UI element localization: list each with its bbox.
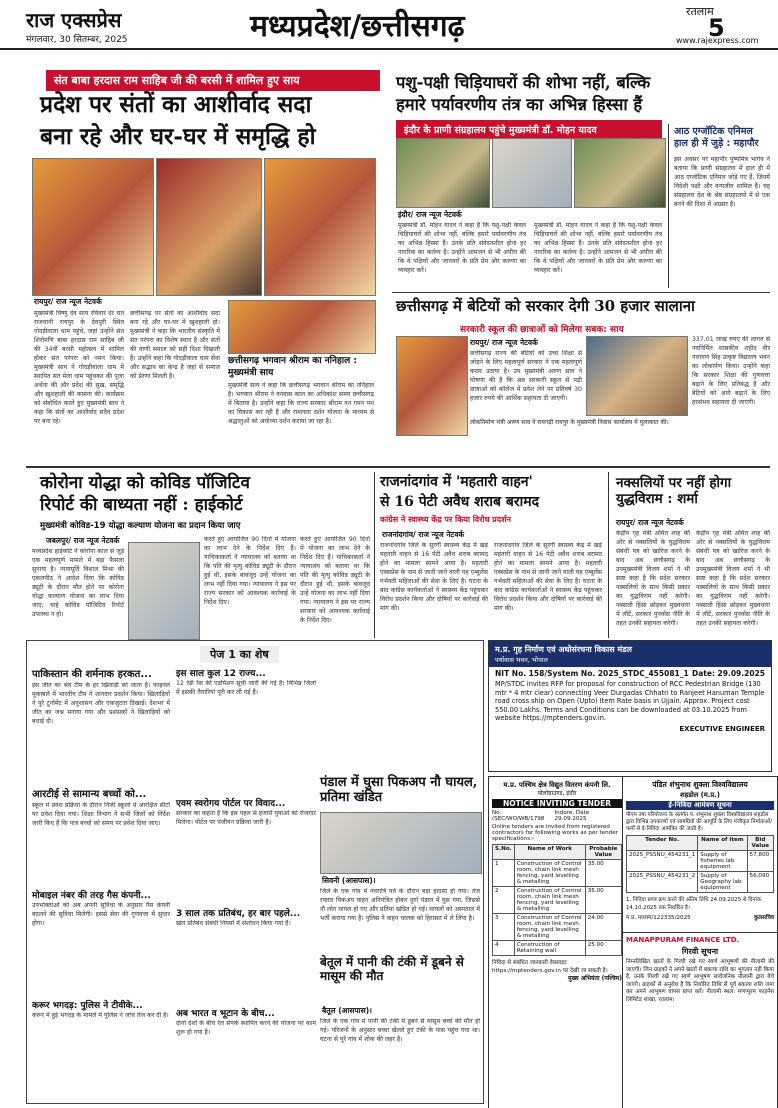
table-cell: 3 <box>493 914 515 941</box>
section-title: मध्यप्रदेश/छत्तीसगढ़ <box>250 9 465 44</box>
daughters-side-body: 337.01 लाख रुपए की लागत से नवनिर्मित शासकीय शहीद वीर नारायण सिंह उत्कृष्ट विद्यालय भवन का लोकार्पण किया। उन्होंने कहा कि सरकार शिक्षा की गुणवत्ता बढ़ाने के लिए प्रतिबद्ध है और बेटियों को आगे बढ़ाने के लिए हरसंभव सहायता दी जाएगी। <box>692 336 770 406</box>
lead-subheadline: छत्तीसगढ़ भगवान श्रीराम का ननिहाल : मुख्यमंत्री साय <box>228 356 357 378</box>
housing-board-tender-ad <box>488 640 772 772</box>
lead-byline: रायपुर/ राज न्यूज नेटवर्क <box>34 297 102 306</box>
naxal-body-col1: केंद्रीय गृह मंत्री अमित शाह की ओर से नक्सलियों के युद्धविराम संबंधी पत्र को खारिज करने के बाद अब छत्तीसगढ़ के उपमुख्यमंत्री विजय शर्मा ने भी स्पष्ट कहा है कि प्रदेश सरकार नक्सलियों के साथ किसी प्रकार का युद्धविराम नहीं करेगी। नक्सली हिंसा छोड़कर मुख्यधारा में लौटें, सरकार पुनर्वास नीति के तहत उनकी सहायता करेगी। <box>616 530 690 627</box>
story-rte-title: आरटीई से सामान्य बच्चों को... <box>32 789 147 800</box>
table-row <box>493 914 622 941</box>
mahtari-strap: कांग्रेस ने स्वास्थ्य केंद्र पर किया विरोध प्रदर्शन <box>380 515 511 524</box>
table-cell: 2025_PSSNU_454231_2 <box>627 872 698 893</box>
lead-inset-photo <box>228 300 376 354</box>
story-bhutan-body: दोनों देशों के बीच रेल संपर्क स्थापित करने की योजना पर काम शुरू हो गया है। <box>176 1020 316 1036</box>
corona-court-photo <box>128 542 200 640</box>
table-header: Tender No. <box>627 836 698 851</box>
corona-body-col3: करते हुए आयोजित 90 दिनों में योजना का लाभ देने के निर्देश दिए हैं। याचिकाकर्ता ने न्यायालय को बताया था कि पति की मृत्यु कोविड ड्यूटी के दौरान हुई थी, इसके बावजूद उन्हें योजना का लाभ नहीं दिया गया। न्यायालय ने इस पर राज्य सरकार को आवश्यक कार्रवाई के निर्देश दिए। <box>300 536 370 624</box>
story-portal-body: सरकार का कहना है कि इस पहल से हजारों युवाओं को रोजगार मिलेगा। पोर्टल पर पंजीयन प्रक्रिया जारी है। <box>176 810 316 826</box>
electricity-address: पोलोग्राउण्ड, इंदौर <box>537 790 577 797</box>
zoo-photo-1 <box>396 138 490 208</box>
corona-body-col2: करते हुए आयोजित 90 दिनों में योजना का लाभ देने के निर्देश दिए हैं। याचिकाकर्ता ने न्यायालय को बताया था कि पति की मृत्यु कोविड ड्यूटी के दौरान हुई थी, इसके बावजूद उन्हें योजना का लाभ नहीं दिया गया। न्यायालय ने इस पर राज्य सरकार को आवश्यक कार्रवाई के निर्देश दिए। <box>204 536 296 606</box>
daughters-photo-caption: लोकनिर्माण मंत्री अरुण साव ने रायगढ़ी रायपुर के मुख्यमंत्री निवास कार्यालय में मुलाकात की। <box>470 419 669 426</box>
daughters-photo-right <box>586 336 688 416</box>
corona-byline: जबलपुर/ राज न्यूज नेटवर्क <box>46 536 120 545</box>
lead-headline-line1: प्रदेश पर संतों का आशीर्वाद सदा <box>40 91 312 118</box>
pickup-headline: पंडाल में घुसा पिकअप नौ घायल, प्रतिमा खंडित <box>320 775 478 805</box>
table-cell: 35.00 <box>585 887 621 914</box>
table-cell: 1 <box>493 860 515 887</box>
tank-byline: बैतूल (आसपास)। <box>322 1006 372 1015</box>
edition-city: रतलाम <box>686 5 714 18</box>
story-ban-title: 3 साल तक प्रतिबंध, हर बार पहले... <box>176 909 301 919</box>
table-row <box>627 851 774 872</box>
university-tender-table <box>626 835 774 893</box>
story-karur-title: करूर भगदड़: पुलिस ने टीवीके... <box>32 1001 143 1011</box>
zoo-byline: इंदौर/ राज न्यूज नेटवर्क <box>398 210 462 219</box>
table-cell: 24.00 <box>585 914 621 941</box>
mahtari-headline-line2: से 16 पेटी अवैध शराब बरामद <box>380 494 540 510</box>
table-header: Bid Value <box>747 836 773 851</box>
electricity-nit-number: No. (SEC/WO/WB/1798 <box>492 810 545 822</box>
naxal-left-rule <box>608 472 609 638</box>
university-tender-ad <box>622 776 778 934</box>
lead-body-col2: छत्तीसगढ़ पर संतों का आशीर्वाद सदा बना रहे और घर-घर में खुशहाली हो। मुख्यमंत्री ने कहा कि भारतीय संस्कृति में संत परंपरा का विशेष स्थान है और संतों की वाणी समाज को सही दिशा दिखाती है। उन्होंने कहा कि गोदड़ीवाला धाम सेवा और सद्भाव का केन्द्र है जहां से समाज को प्रेरणा मिलती है। <box>130 310 220 380</box>
university-city: शहडोल (म.प्र.) <box>680 791 720 799</box>
daughters-headline: छत्तीसगढ़ में बेटियों को सरकार देगी 30 हजार सालाना <box>396 297 695 315</box>
story-states-body: 12 रेडी रेस की एडमिशन सूची जारी की गई है। विभिन्न जिलों में इसकी तैयारियां पूरी कर ली गई हैं। <box>176 680 316 696</box>
table-cell: 56,090 <box>747 872 773 893</box>
electricity-tender-ad <box>488 776 626 1108</box>
electricity-org: म.प्र. पश्चिम क्षेत्र विद्युत वितरण कंपनी लि. <box>503 781 611 789</box>
mahtari-left-rule <box>374 472 375 638</box>
corona-body-col1: मध्यप्रदेश हाईकोर्ट ने कोरोना काल से जुड़े एक महत्वपूर्ण मामले में बड़ा फैसला सुनाया है। न्यायमूर्ति विशाल मिश्रा की एकलपीठ ने आदेश दिया कि कोविड ड्यूटी के दौरान मौत होने पर कोरोना योद्धा कल्याण योजना का लाभ दिया जाए, चाहे कोविड पॉजिटिव रिपोर्ट उपलब्ध न हो। <box>32 548 124 618</box>
story-ban-body: खेल प्रतिबंध संबंधी नियमों में संशोधन किया गया है। <box>176 920 291 927</box>
corona-strap: मुख्यमंत्री कोविड-19 योद्धा कल्याण योजना का प्रदान किया जाए <box>40 521 241 531</box>
story-states-title: इस साल कुल 12 राज्य... <box>176 669 266 679</box>
table-cell: 2 <box>493 887 515 914</box>
table-cell: 57,800 <box>747 851 773 872</box>
electricity-ref-row <box>492 810 622 822</box>
zoo-side-title: आठ एग्जॉटिक एनिमल हाल ही में जुड़े : महापौर <box>674 126 759 149</box>
table-row <box>493 860 622 887</box>
lead-photo-left <box>32 158 154 296</box>
story-pakistan-body: इस जीत का श्रेय टीम के हर खिलाड़ी को जाता है। फाइनल मुकाबले में भारतीय टीम ने शानदार प्रदर्शन किया। खिलाड़ियों ने पूरे टूर्नामेंट में अनुशासन और एकजुटता दिखाई। देशभर में जीत का जश्न मनाया गया और प्रशंसकों ने खिलाड़ियों को बधाई दी। <box>32 682 170 725</box>
housing-board-subtitle: पर्यावास भवन, भोपाल <box>495 656 548 664</box>
story-karur-body: करूर में हुई भगदड़ के मामले में पुलिस ने जांच तेज कर दी है। <box>32 1012 169 1019</box>
tank-body: जिले के एक गांव में पानी की टंकी में डूबने से मासूम बच्चे की मौत हो गई। परिजनों के अनुसार बच्चा खेलते हुए टंकी के पास पहुंच गया था। घटना से पूरे गांव में शोक की लहर है। <box>320 1018 480 1043</box>
table-cell: Construction of Control room, chain link mesh fencing, yard levelling & metalling <box>514 914 585 941</box>
housing-board-nit-number: NIT No. 158/System No. 2025_STDC_455081_1 <box>495 669 689 678</box>
table-header-row <box>493 845 622 860</box>
table-row <box>627 872 774 893</box>
website-link[interactable]: www.rajexpress.com <box>676 36 759 45</box>
corona-headline-line1: कोरोना योद्धा को कोविड पॉजिटिव <box>40 473 250 493</box>
table-cell: 25.00 <box>585 941 621 956</box>
naxal-byline: रायपुर/ राज न्यूज नेटवर्क <box>616 518 684 527</box>
mahtari-headline-line1: राजनांदगांव में 'महतारी वाहन' <box>380 474 533 490</box>
zoo-body-col2: मुख्यमंत्री डॉ. मोहन यादव ने कहा है कि पशु-पक्षी केवल चिड़ियाघरों की शोभा नहीं, बल्कि हमारे पर्यावरणीय तंत्र का अभिन्न हिस्सा हैं। उनके प्रति संवेदनशील होना हर नागरिक का कर्तव्य है। उन्होंने आमजन से भी अपील की कि वे पक्षियों और जानवरों के प्रति प्रेम और करुणा का व्यवहार करें। <box>534 222 662 274</box>
table-header: Name of item <box>698 836 747 851</box>
electricity-notice-title: NOTICE INVITING TENDER <box>492 799 622 808</box>
manappuram-title: गिरवी सूचना <box>681 947 719 956</box>
table-cell: Supply of fisheries lab equipment <box>698 851 747 872</box>
table-cell: 35.00 <box>585 860 621 887</box>
table-cell: 2025_PSSNU_454231_1 <box>627 851 698 872</box>
electricity-tender-table <box>492 844 622 956</box>
naxal-headline: नक्सलियों पर नहीं होगा युद्धविराम : शर्मा <box>616 475 732 507</box>
university-ref: म.प्र. माध्यम/122335/2025 <box>626 915 691 922</box>
university-footer-row <box>626 913 774 921</box>
electricity-intro: Online tenders are invited from registered contractors for following works as per tender specifications:- <box>492 824 618 842</box>
story-portal-title: एवम स्वरोगय पोर्टल पर विवाद... <box>176 799 286 809</box>
electricity-signature: मुख्य अभियंता (पश्चिम) <box>568 975 622 982</box>
page-number: 5 <box>708 14 725 42</box>
university-intro: पीएम उषा परियोजना के अंतर्गत पं. शंभुनाथ शुक्ला विश्वविद्यालय शहडोल द्वारा विभिन्न उपकरणों एवं सामग्रियों की आपूर्ति के लिए पंजीकृत निर्माताओं/ फर्मों से ई-निविदा आमंत्रित की जाती है। <box>626 812 772 833</box>
story-gas-body: उपभोक्ताओं को अब अपनी सुविधा के अनुसार गैस कंपनी बदलने की सुविधा मिलेगी। इससे सेवा की गुणवत्ता में सुधार होगा। <box>32 902 170 927</box>
lead-headline-line2: बना रहे और घर-घर में समृद्धि हो <box>40 123 316 150</box>
table-header: Probable Value <box>585 845 621 860</box>
university-name: पंडित शंभुनाथ शुक्ला विश्वविद्यालय <box>652 780 748 789</box>
electricity-date: Indore, Date 29.09.2025 <box>554 810 590 822</box>
story-rte-body: स्कूल में प्रवेश प्रक्रिया के दौरान निजी स्कूलों में आरक्षित सीटों पर प्रवेश दिया गया। शिक्षा विभाग ने सभी जिलों को निर्देश जारी किए हैं कि पात्र बच्चों को समय पर प्रवेश दिया जाए। <box>32 802 170 827</box>
daughters-top-rule <box>392 292 770 293</box>
zoo-side-body: इस अवसर पर महापौर पुष्यमित्र भार्गव ने बताया कि प्राणी संग्रहालय में हाल ही में आठ एग्जॉटिक एनिमल जोड़े गए हैं, जिनमें विदेशी पक्षी और वन्यजीव शामिल हैं। यह संग्रहालय देश के श्रेष्ठ संग्रहालयों में से एक बनने की दिशा में अग्रसर है। <box>674 156 770 208</box>
tank-headline: बेतूल में पानी की टंकी में डूबने से मासूम की मौत <box>320 955 464 983</box>
housing-board-body: MP/STDC invites RFP for proposal for construction of RCC Pedestrian Bridge (130 mtr * 4 mtr clear) connecting Veer Durgadas Chhatri to Ranjeet Hanuman Temple road cross ship on Open (Upto) Item Rate basis in Ujjain. Approx. Project cost 550.00 Lakhs. Terms and Conditions can be downloaded at 03.10.2025 from website https://mptenders.gov.in. <box>495 680 765 723</box>
naxal-body-col2: केंद्रीय गृह मंत्री अमित शाह की ओर से नक्सलियों के युद्धविराम संबंधी पत्र को खारिज करने के बाद अब छत्तीसगढ़ के उपमुख्यमंत्री विजय शर्मा ने भी स्पष्ट कहा है कि प्रदेश सरकार नक्सलियों के साथ किसी प्रकार का युद्धविराम नहीं करेगी। नक्सली हिंसा छोड़कर मुख्यधारा में लौटें, सरकार पुनर्वास नीति के तहत उनकी सहायता करेगी। <box>696 530 770 627</box>
table-header: Name of Work <box>514 845 585 860</box>
mahtari-byline: राजनांदगांव/ राज न्यूज नेटवर्क <box>382 530 465 539</box>
pickup-body: जिले के एक गांव में नवरात्रि पर्व के दौरान बड़ा हादसा हो गया। तेज रफ्तार पिकअप वाहन अनियंत्रित होकर दुर्गा पंडाल में घुस गया, जिससे नौ लोग घायल हो गए और प्रतिमा खंडित हो गई। घायलों को अस्पताल में भर्ती कराया गया है। पुलिस ने वाहन चालक को हिरासत में ले लिया है। <box>320 888 480 922</box>
story-gas-title: मोबाइल नंबर की तरह गैस कंपनी... <box>32 891 151 901</box>
middle-divider <box>26 466 770 468</box>
story-pakistan-title: पाकिस्तान की शर्मनाक हरकत... <box>32 669 152 680</box>
page-one-continued-title: पेज 1 का शेष <box>200 646 279 663</box>
housing-board-signature: EXECUTIVE ENGINEER <box>679 724 765 733</box>
pickup-byline: सिवनी (आसपास)। <box>322 876 376 885</box>
mahtari-body-col2: राजनांदगांव जिले के सुरगी स्वास्थ्य केंद्र में खड़े महतारी वाहन से 16 पेटी अवैध शराब बरामद होने का मामला सामने आया है। महतारी एक्सप्रेस के नाम से जानी जाने वाली यह एम्बुलेंस गर्भवती महिलाओं की सेवा के लिए है। घटना के बाद कांग्रेस कार्यकर्ताओं ने स्वास्थ्य केंद्र पहुंचकर विरोध प्रदर्शन किया और दोषियों पर कार्रवाई की मांग की। <box>494 542 602 612</box>
table-cell: Construction of Control room, chain link mesh fencing, yard levelling & metalling <box>514 887 585 914</box>
table-row <box>493 941 622 956</box>
table-cell: Construction of Retaining wall <box>514 941 585 956</box>
daughters-byline: रायपुर/ राज न्यूज नेटवर्क <box>470 338 538 347</box>
zoo-headline-line1: पशु-पक्षी चिड़ियाघरों की शोभा नहीं, बल्कि <box>396 73 651 92</box>
university-notice-title: ई-निविदा आमंत्रण सूचना <box>626 801 774 810</box>
manappuram-body: निम्नलिखित खातों के गिरवी रखे गए स्वर्ण आभूषणों की नीलामी की जाएगी। जिन ग्राहकों ने अपने खातों में बकाया राशि का भुगतान नहीं किया है, उनके गिरवी रखे गए स्वर्ण आभूषण सार्वजनिक नीलामी द्वारा बेचे जाएंगे। ग्राहकों से अनुरोध है कि निर्धारित तिथि से पूर्व बकाया राशि जमा कर अपने आभूषण वापस प्राप्त करें। नीलामी स्थल: मणप्पुरम फाइनेंस लिमिटेड शाखा, रतलाम। <box>626 959 774 1003</box>
story-bhutan-title: अब भारत व भूटान के बीच... <box>176 1009 275 1019</box>
lead-body-col1: मुख्यमंत्री विष्णु देव साय रविवार देर रात राजधानी रायपुर के देवपुरी स्थित गोदड़ीवाला धाम पहुंचे, जहां उन्होंने संत शिरोमणि बाबा हरदास राम साहिब जी की 34वीं बरसी महोत्सव में शामिल होकर संत परंपरा को नमन किया। मुख्यमंत्री साय ने गोदड़ीवाला धाम में स्थापित संत मेला धाम पहुंचकर की पूजा अर्चना की और प्रदेश की सुख, समृद्धि और खुशहाली की कामना की। कार्यक्रम को संबोधित करते हुए मुख्यमंत्री साय ने कहा कि संतों का आशीर्वाद सदैव प्रदेश पर बना रहे। <box>34 310 124 425</box>
masthead <box>0 0 778 50</box>
daughters-photo-left <box>396 336 468 436</box>
issue-date: मंगलवार, 30 सितम्बर, 2025 <box>26 35 128 45</box>
university-signature: कुलसचिव <box>754 915 774 922</box>
daughters-body: छत्तीसगढ़ राज्य की बेटियों को उच्च शिक्षा से जोड़ने के लिए महत्वपूर्ण सरकार ने एक महत्वपूर्ण कदम उठाया है। उप मुख्यमंत्री अरुण साव ने घोषणा की है कि अब सरकारी स्कूल से पढ़ी छात्राओं को कॉलेज में प्रवेश लेने पर प्रतिवर्ष 30 हजार रुपये की आर्थिक सहायता दी जाएगी। <box>470 350 582 402</box>
university-note-1: 1. निविदा प्रपत्र क्रय करने की अंतिम तिथि 24.09.2025 से दिनांक 14.10.2025 तक निर्धारित है। <box>626 897 761 912</box>
pickup-photo <box>320 812 482 874</box>
daughters-strap: सरकारी स्कूल की छात्राओं को मिलेगा सबक: साय <box>460 325 624 335</box>
table-row <box>493 887 622 914</box>
zoo-photo-2 <box>492 138 572 208</box>
electricity-footer: निविदा से संबंधित जानकारी वेबसाइट https://mptenders.gov.in पर देखी जा सकती है। <box>492 960 608 974</box>
zoo-strap: इंदौर के प्राणी संग्रहालय पहुंचे मुख्यमंत्री डॉ. मोहन यादव <box>396 120 662 139</box>
lead-kicker: संत बाबा हरदास राम साहिब जी की बरसी में शामिल हुए साय <box>46 70 380 91</box>
corona-headline-line2: रिपोर्ट की बाध्यता नहीं : हाईकोर्ट <box>40 495 243 515</box>
table-cell: Construction of Control room, chain link mesh fencing, yard levelling & metalling <box>514 860 585 887</box>
housing-board-ad-header <box>489 641 771 667</box>
housing-board-org: म.प्र. गृह निर्माण एवं अधोसंरचना विकास मंडल <box>495 645 632 654</box>
lead-photo-right <box>264 158 376 296</box>
zoo-body-col1: मुख्यमंत्री डॉ. मोहन यादव ने कहा है कि पशु-पक्षी केवल चिड़ियाघरों की शोभा नहीं, बल्कि हमारे पर्यावरणीय तंत्र का अभिन्न हिस्सा हैं। उनके प्रति संवेदनशील होना हर नागरिक का कर्तव्य है। उन्होंने आमजन से भी अपील की कि वे पक्षियों और जानवरों के प्रति प्रेम और करुणा का व्यवहार करें। <box>398 222 526 274</box>
paper-name: राज एक्सप्रेस <box>26 8 122 32</box>
zoo-photo-3 <box>574 138 666 208</box>
table-cell: 4 <box>493 941 515 956</box>
lead-photo-middle <box>156 158 262 296</box>
zoo-column-rule <box>668 124 669 288</box>
lead-sub-body: मुख्यमंत्री साय ने कहा कि छत्तीसगढ़ भगवान श्रीराम का ननिहाल है। भगवान श्रीराम ने वनवास काल का अधिकांश समय छत्तीसगढ़ में बिताया है। उन्होंने कहा कि राज्य सरकार श्रीराम वन गमन पथ का विकास कर रही है और रामलला दर्शन योजना के माध्यम से श्रद्धालुओं को अयोध्या दर्शन कराया जा रहा है। <box>228 382 374 425</box>
manappuram-org: MANAPPURAM FINANCE LTD. <box>626 936 740 944</box>
table-cell: Supply of Geography lab equipment <box>698 872 747 893</box>
housing-board-nit-date: Date: 29.09.2025 <box>691 669 765 678</box>
zoo-headline-line2: हमारे पर्यावरणीय तंत्र का अभिन्न हिस्सा हैं <box>396 95 643 114</box>
table-header-row <box>627 836 774 851</box>
housing-board-nit-row <box>489 667 771 680</box>
mahtari-body-col1: राजनांदगांव जिले के सुरगी स्वास्थ्य केंद्र में खड़े महतारी वाहन से 16 पेटी अवैध शराब बरामद होने का मामला सामने आया है। महतारी एक्सप्रेस के नाम से जानी जाने वाली यह एम्बुलेंस गर्भवती महिलाओं की सेवा के लिए है। घटना के बाद कांग्रेस कार्यकर्ताओं ने स्वास्थ्य केंद्र पहुंचकर विरोध प्रदर्शन किया और दोषियों पर कार्रवाई की मांग की। <box>380 542 488 612</box>
table-header: S.No. <box>493 845 515 860</box>
manappuram-notice-ad <box>622 932 778 1108</box>
